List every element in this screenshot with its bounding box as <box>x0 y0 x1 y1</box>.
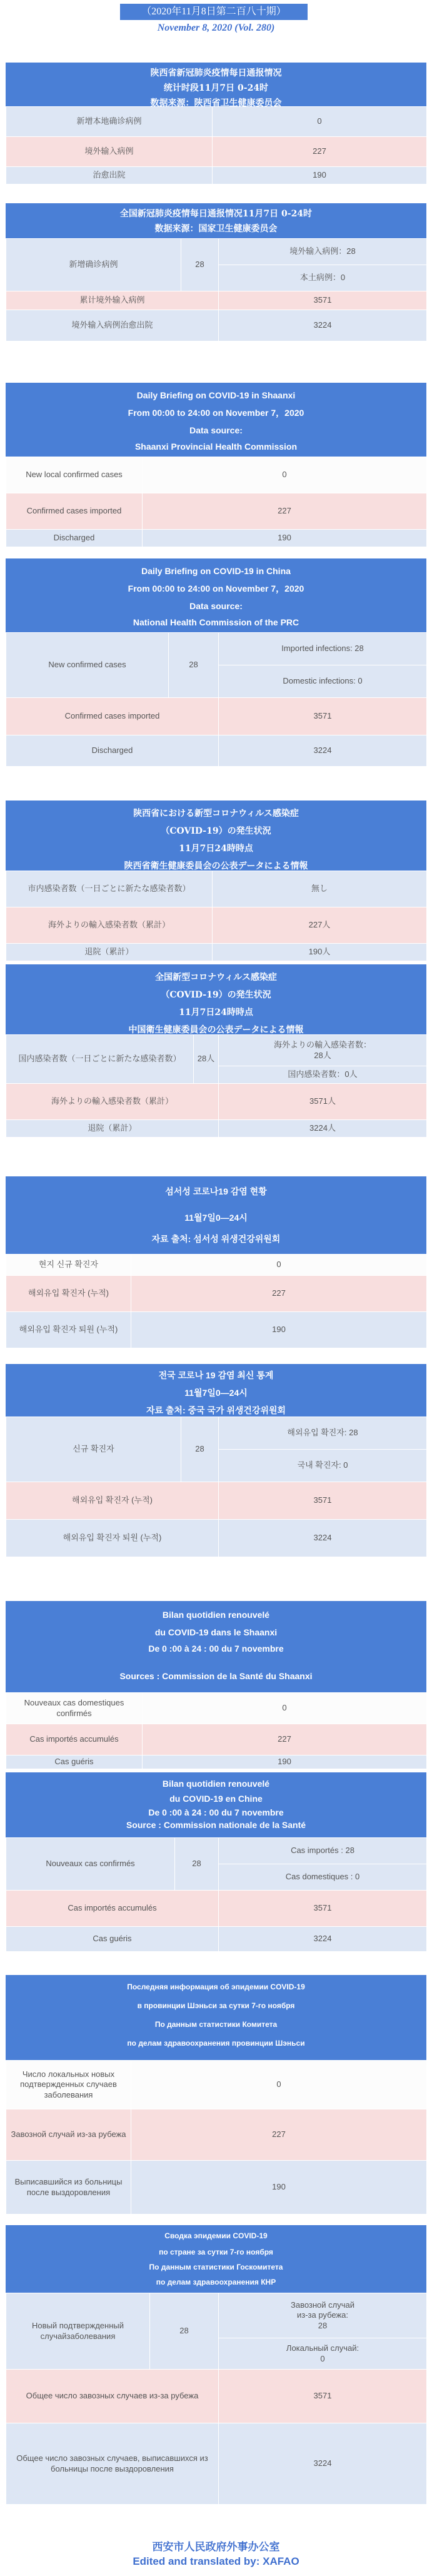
table-row: 本土病例：0 <box>6 265 427 291</box>
zh-national-section <box>6 203 426 341</box>
fr-national-section <box>6 1772 426 1952</box>
ko-national-section <box>6 1364 426 1557</box>
fr-national-header: Bilan quotidien renouvelé du COVID-19 en Chine De 0 :00 à 24 : 00 du 7 novembre Source : Commission nationale de la Santé <box>6 1772 426 1837</box>
table-row: 境外输入病例 227 <box>6 137 427 167</box>
table-row: 国内感染者数（一日ごとに新たな感染者数） 28人 海外よりの輸入感染者数： 28人 <box>6 1035 427 1066</box>
issue-date: November 8, 2020 (Vol. 280) <box>157 23 275 33</box>
table-row: 累计境外输入病例 3571 <box>6 291 427 310</box>
zh-national-table <box>6 238 427 341</box>
table-row: 신규 확진자 28 해외유입 확진자: 28 <box>6 1417 427 1450</box>
table-row: Nouveaux cas confirmés 28 Cas importés : 28 <box>6 1838 427 1864</box>
en-national-table <box>6 632 427 767</box>
en-shaanxi-header: Daily Briefing on COVID-19 in Shaanxi From 00:00 to 24:00 on November 7，2020 Data source: Shaanxi Provincial Health Commission <box>6 383 426 457</box>
table-row: Cas guéris 3224 <box>6 1927 427 1952</box>
table-row: Cas importés accumulés 227 <box>6 1724 427 1755</box>
table-row: 市内感染者数（一日ごとに新たな感染者数） 無し <box>6 871 427 907</box>
footer-organization: 西安市人民政府外事办公室 <box>152 2541 280 2553</box>
ko-national-table <box>6 1417 427 1557</box>
table-row: New confirmed cases 28 Imported infections: 28 <box>6 633 427 665</box>
table-row: Domestic infections: 0 <box>6 665 427 698</box>
ru-shaanxi-table <box>6 2060 427 2215</box>
zh-shaanxi-header: 陕西省新冠肺炎疫情每日通报情况 统计时段11月7日 0-24时 数据来源：陕西省卫生健康委员会 <box>6 63 426 106</box>
fr-shaanxi-table <box>6 1692 427 1769</box>
ko-shaanxi-table <box>6 1254 427 1348</box>
issue-badge: （2020年11月8日第二百八十期） <box>120 4 308 20</box>
ru-shaanxi-header: Последняя информация об эпидемии COVID-19 в провинции Шэньси за сутки 7-го ноября По данным статистики Комитета по делам здравоохранения провинции Шэньси <box>6 1975 426 2060</box>
ru-national-table <box>6 2293 427 2505</box>
table-row: 退院（累計） 190人 <box>6 944 427 961</box>
table-row: Локальный случай: 0 <box>6 2338 427 2370</box>
table-row: Выписавшийся из больницы после выздоровления 190 <box>6 2161 427 2215</box>
ja-national-header: 全国新型コロナウィルス感染症 （COVID-19）の発生状況 11月7日24時時点 中国衛生健康委員会の公表データによる情報 <box>6 964 426 1034</box>
table-row: 海外よりの輸入感染者数（累計） 227人 <box>6 907 427 944</box>
table-row: 国内感染者数：0人 <box>6 1066 427 1084</box>
table-row: Общее число завозных случаев из-за рубежа 3571 <box>6 2370 427 2423</box>
en-shaanxi-table <box>6 457 427 547</box>
ja-shaanxi-section <box>6 801 426 961</box>
table-row: Завозной случай из-за рубежа 227 <box>6 2109 427 2161</box>
table-row: 현지 신규 확진자 0 <box>6 1255 427 1276</box>
table-row: 海外よりの輸入感染者数（累計） 3571人 <box>6 1084 427 1120</box>
ru-shaanxi-section <box>6 1975 426 2215</box>
table-row: 해외유입 확진자 퇴원 (누적) 190 <box>6 1312 427 1348</box>
fr-national-table <box>6 1837 427 1952</box>
table-row: 해외유입 확진자 퇴원 (누적) 3224 <box>6 1520 427 1557</box>
table-row: 해외유입 확진자 (누적) 3571 <box>6 1482 427 1520</box>
table-row: Новый подтвержденный случайзаболевания 28 Завозной случай из-за рубежа: 28 <box>6 2293 427 2338</box>
ru-national-header: Сводка эпидемии COVID-19 по стране за сутки 7-го ноября По данным статистики Госкомитета по делам здравоохранения КНР <box>6 2225 426 2293</box>
table-row: Cas domestiques : 0 <box>6 1864 427 1891</box>
ko-national-header: 전국 코로나 19 감염 최신 통계 11월7일0—24시 자료 출처: 중국 국가 위생건강위원회 <box>6 1364 426 1417</box>
table-row: 退院（累計） 3224人 <box>6 1120 427 1138</box>
table-row: Nouveaux cas domestiques confirmés 0 <box>6 1693 427 1724</box>
table-row: Cas importés accumulés 3571 <box>6 1891 427 1927</box>
table-row: 新增本地确诊病例 0 <box>6 107 427 137</box>
zh-shaanxi-section <box>6 63 426 184</box>
ru-national-section <box>6 2225 426 2505</box>
zh-national-header: 全国新冠肺炎疫情每日通报情况11月7日 0-24时 数据来源：国家卫生健康委员会 <box>6 203 426 238</box>
ja-national-table <box>6 1034 427 1138</box>
table-row: Cas guéris 190 <box>6 1755 427 1769</box>
table-row: Confirmed cases imported 3571 <box>6 698 427 735</box>
table-row: 新增确诊病例 28 境外输入病例：28 <box>6 239 427 265</box>
table-row: 해외유입 확진자 (누적) 227 <box>6 1276 427 1312</box>
table-row: 境外输入病例治愈出院 3224 <box>6 310 427 341</box>
footer-credit: Edited and translated by: XAFAO <box>133 2555 299 2567</box>
table-row: Число локальных новых подтвержденных случаев заболевания 0 <box>6 2061 427 2109</box>
ja-shaanxi-table <box>6 871 427 961</box>
table-row: Confirmed cases imported 227 <box>6 493 427 530</box>
zh-shaanxi-table <box>6 106 427 184</box>
ja-national-section <box>6 964 426 1138</box>
table-row: 治愈出院 190 <box>6 167 427 184</box>
ja-shaanxi-header: 陕西省における新型コロナウィルス感染症 （COVID-19）の発生状況 11月7日24時時点 陕西省衛生健康委員会の公表データによる情報 <box>6 801 426 871</box>
en-shaanxi-section <box>6 383 426 547</box>
ko-shaanxi-section <box>6 1176 426 1348</box>
fr-shaanxi-header: Bilan quotidien renouvelé du COVID-19 dans le Shaanxi De 0 :00 à 24 : 00 du 7 novembre Sources : Commission de la Santé du Shaanxi <box>6 1601 426 1692</box>
en-national-header: Daily Briefing on COVID-19 in China From 00:00 to 24:00 on November 7，2020 Data source: National Health Commission of the PRC <box>6 558 426 632</box>
table-row: Discharged 3224 <box>6 735 427 767</box>
table-row: 국내 확진자: 0 <box>6 1450 427 1482</box>
en-national-section <box>6 558 426 767</box>
fr-shaanxi-section <box>6 1601 426 1769</box>
table-row: Discharged 190 <box>6 530 427 547</box>
table-row: Общее число завозных случаев, выписавшихся из больницы после выздоровления 3224 <box>6 2423 427 2505</box>
table-row: New local confirmed cases 0 <box>6 457 427 493</box>
ko-shaanxi-header: 섬서성 코로나19 감염 현황 11월7일0—24시 자료 출처: 섬서성 위생건강위원회 <box>6 1176 426 1254</box>
